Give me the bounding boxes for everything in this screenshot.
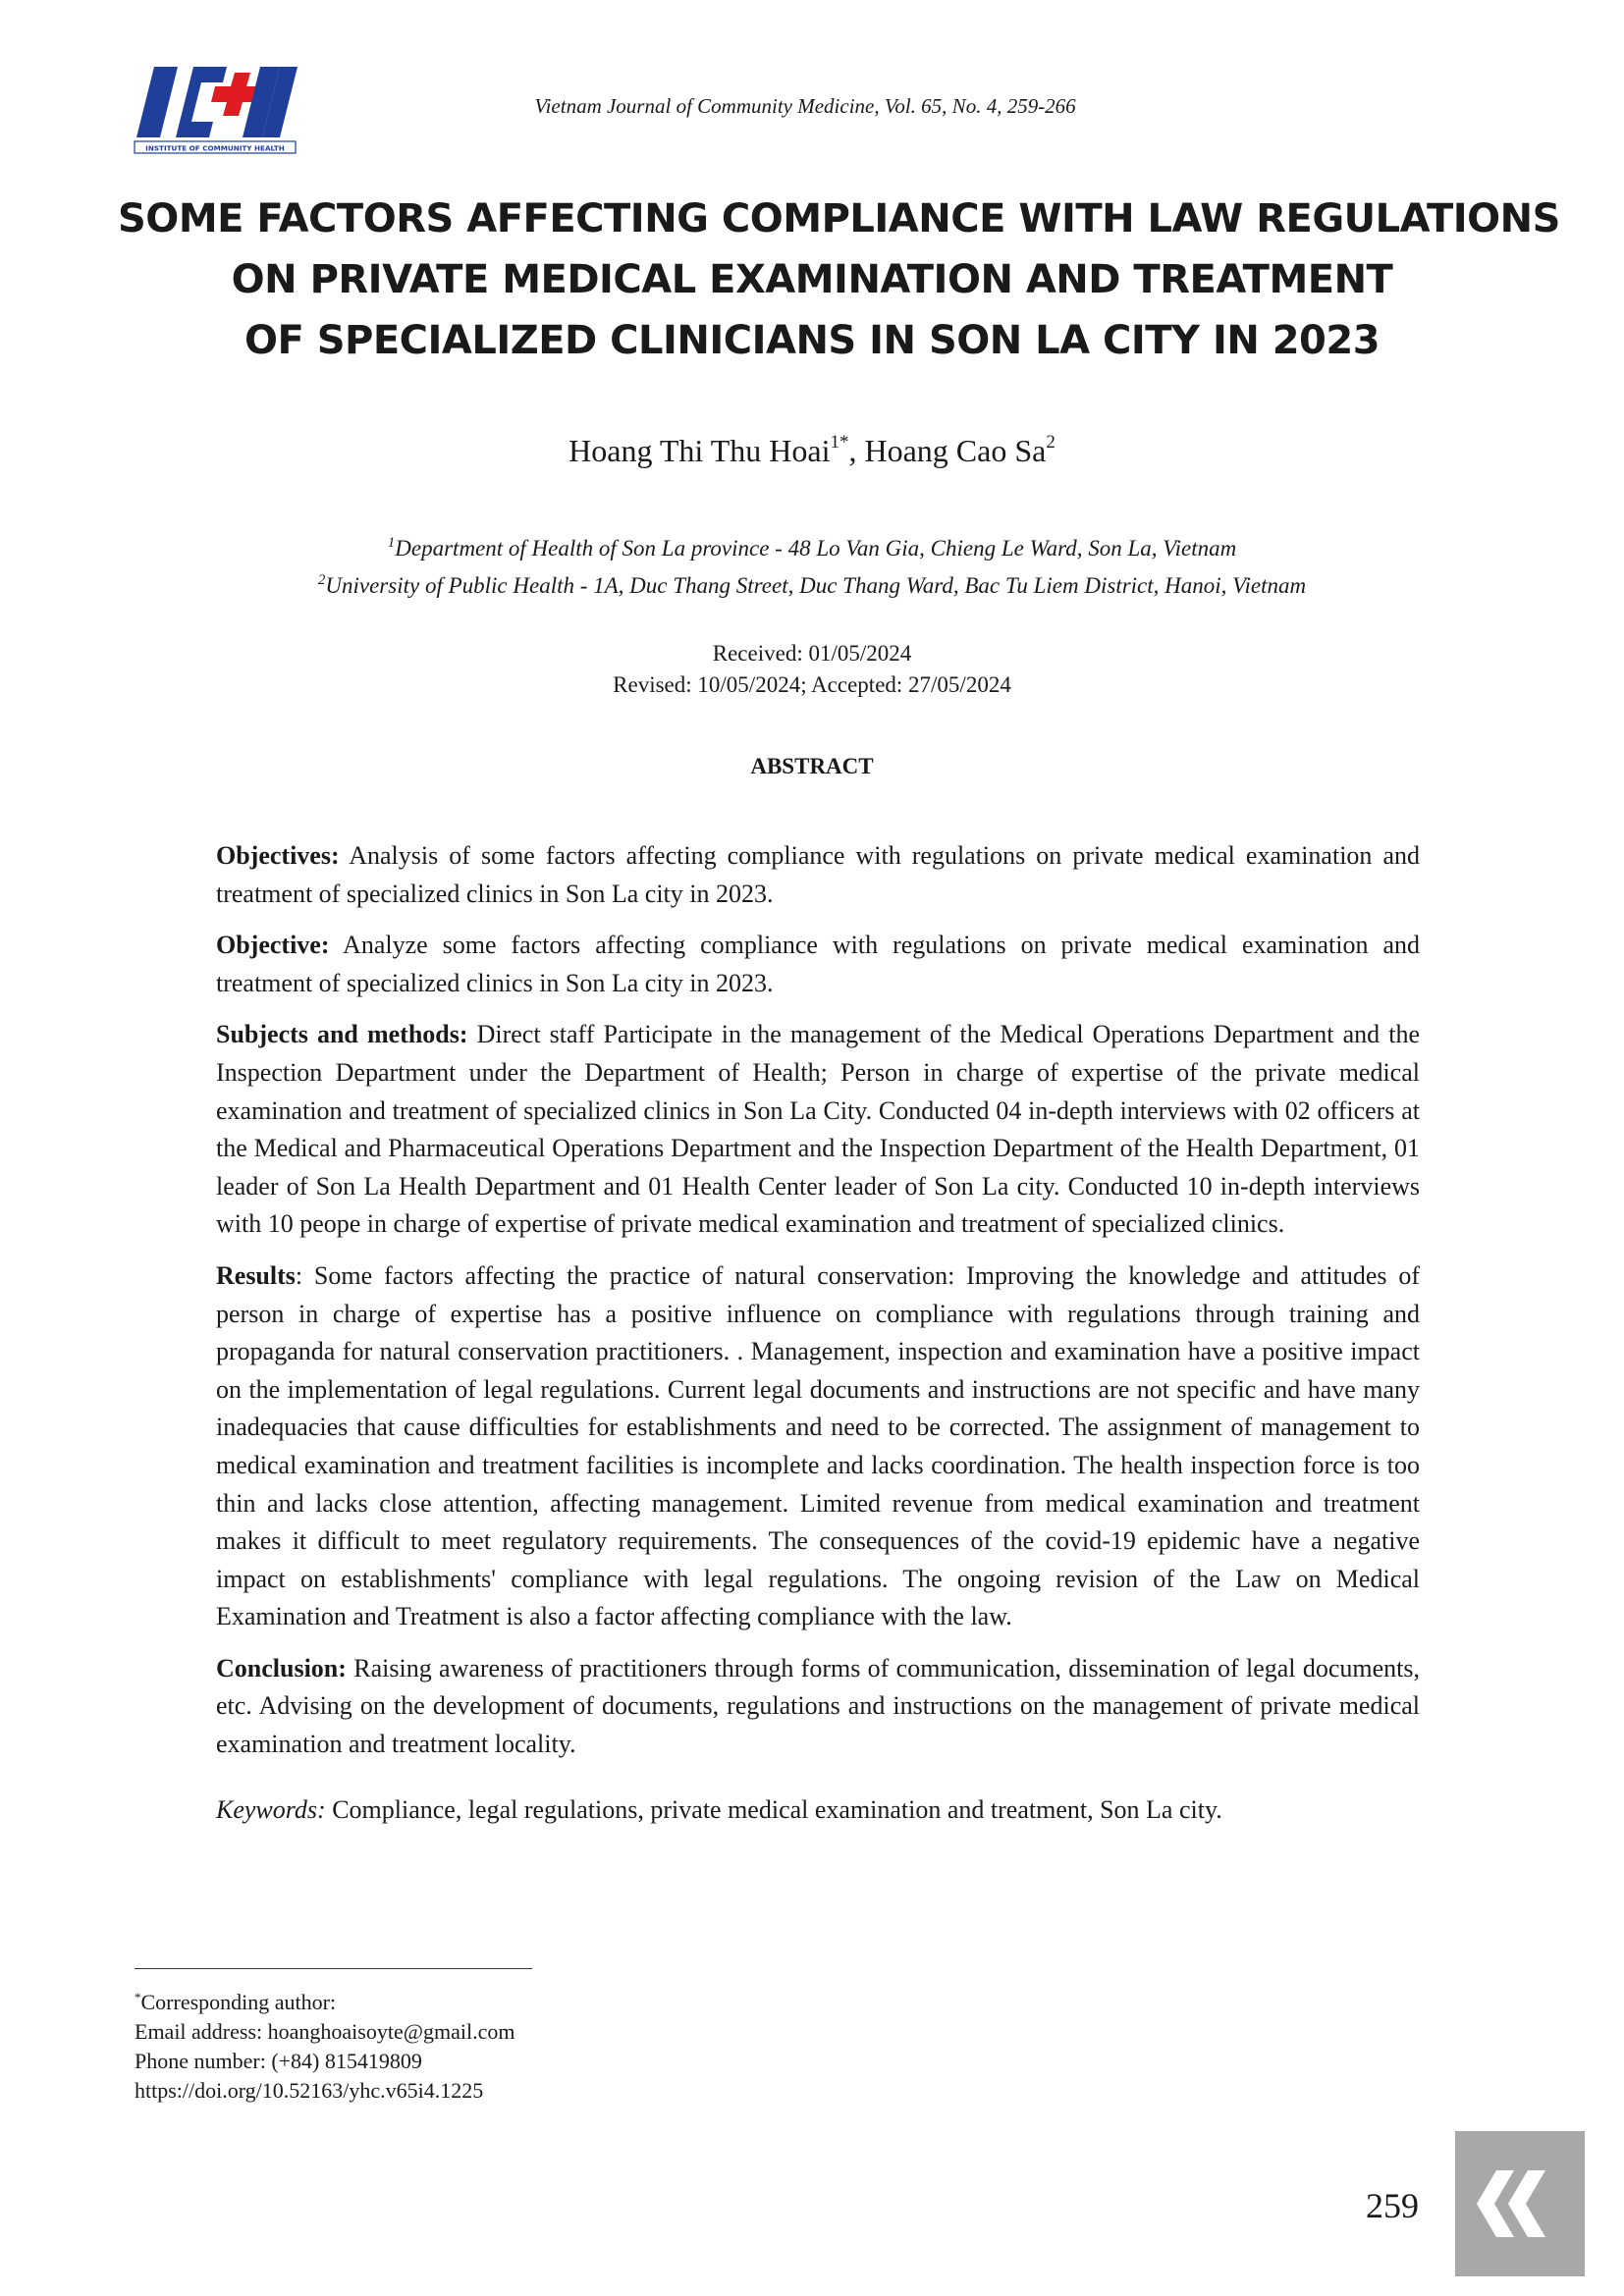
keywords-text: Compliance, legal regulations, private medical examination and treatment, Son La city. [325, 1794, 1222, 1824]
corresponding-label: Corresponding author: [140, 1990, 337, 2014]
abstract-keywords [216, 1791, 1420, 1830]
footnote-divider [135, 1968, 532, 1969]
footnote [135, 1983, 920, 2106]
abstract-body [216, 837, 1420, 1842]
objectives-text: Analysis of some factors affecting compliance with regulations on private medical examination and treatment of specialized clinics in Son La city in 2023. [216, 841, 1420, 908]
conclusion-text: Raising awareness of practitioners through forms of communication, dissemination of legal documents, etc. Advising on the development of documents, regulations and instructions on the management of private medical examination and treatment locality. [216, 1653, 1420, 1759]
footnote-mark: * [135, 1990, 141, 2004]
author-1: Hoang Thi Thu Hoai [568, 433, 831, 468]
conclusion-label: Conclusion: [216, 1653, 347, 1682]
journal-citation: Vietnam Journal of Community Medicine, Vol. 65, No. 4, 259-266 [534, 94, 1076, 118]
affiliation-2-mark: 2 [317, 572, 326, 588]
double-chevron-left-icon [1455, 2131, 1585, 2276]
title-line-2: ON PRIVATE MEDICAL EXAMINATION AND TREATMENT [231, 257, 1393, 302]
abstract-results [216, 1257, 1420, 1636]
methods-label: Subjects and methods: [216, 1020, 468, 1049]
affiliation-1 [137, 527, 1487, 564]
abstract-heading: ABSTRACT [750, 754, 874, 778]
results-label: Results [216, 1260, 296, 1290]
footnote-phone: Phone number: (+84) 815419809 [135, 2049, 422, 2073]
paper-title [118, 188, 1560, 371]
author-2: Hoang Cao Sa [864, 433, 1047, 468]
footnote-email: Email address: hoanghoaisoyte@gmail.com [135, 2019, 515, 2044]
methods-text: Direct staff Participate in the management of the Medical Operations Department and the Inspection Department under the Department of Health; Person in charge of expertise of the private medical examination and treatment of specialized clinics in Son La City. Conducted 04 in-depth interviews with 02 officers at the Medical and Pharmaceutical Operations Department and the Inspection Department of the Health Department, 01 leader of Son La Health Department and 01 Health Center leader of Son La city. Conducted 10 in-depth interviews with 10 peope in charge of expertise of private medical examination and treatment of specialized clinics. [216, 1020, 1420, 1239]
ich-logo-icon [133, 57, 298, 155]
author-separator: , [848, 433, 865, 468]
author-2-mark: 2 [1046, 432, 1056, 453]
results-text: : Some factors affecting the practice of natural conservation: Improving the knowledge and attitudes of person in charge of expertise has a positive influence on compliance with regulations through training and propaganda for natural conservation practitioners. . Management, inspection and examination have a positive impact on the implementation of legal regulations. Current legal documents and instructions are not specific and have many inadequacies that cause difficulties for establishments and need to be corrected. The assignment of management to medical examination and treatment facilities is incomplete and lacks coordination. The health inspection force is too thin and lacks close attention, affecting management. Limited revenue from medical examination and treatment makes it difficult to meet regulatory requirements. The consequences of the covid-19 epidemic have a negative impact on establishments' compliance with legal regulations. The ongoing revision of the Law on Medical Examination and Treatment is also a factor affecting compliance with the law. [216, 1260, 1420, 1631]
page-corner-tab [1455, 2131, 1585, 2276]
page-number: 259 [1366, 2186, 1419, 2225]
title-line-3: OF SPECIALIZED CLINICIANS IN SON LA CITY IN 2023 [244, 318, 1380, 363]
abstract-objective [216, 927, 1420, 1002]
received-date: Received: 01/05/2024 [712, 641, 912, 666]
objective-label: Objective: [216, 931, 330, 960]
affiliation-2-text: University of Public Health - 1A, Duc Thang Street, Duc Thang Ward, Bac Tu Liem District, Hanoi, Vietnam [325, 573, 1307, 598]
corresponding-author [135, 1983, 920, 2017]
revised-accepted-dates: Revised: 10/05/2024; Accepted: 27/05/2024 [613, 672, 1011, 697]
abstract-methods [216, 1016, 1420, 1244]
title-line-1: SOME FACTORS AFFECTING COMPLIANCE WITH LAW REGULATIONS [118, 196, 1560, 241]
abstract-conclusion [216, 1650, 1420, 1764]
article-dates [314, 638, 1310, 701]
objective-text: Analyze some factors affecting compliance with regulations on private medical examination and treatment of specialized clinics in Son La city in 2023. [216, 931, 1420, 997]
keywords-label: Keywords: [216, 1794, 326, 1824]
author-list [216, 432, 1408, 469]
affiliation-1-text: Department of Health of Son La province - 48 Lo Van Gia, Chieng Le Ward, Son La, Vietnam [395, 536, 1237, 561]
footnote-doi: https://doi.org/10.52163/yhc.v65i4.1225 [135, 2078, 484, 2103]
author-1-mark: 1* [830, 432, 849, 453]
abstract-objectives [216, 837, 1420, 913]
journal-logo [133, 57, 298, 155]
logo-caption: INSTITUTE OF COMMUNITY HEALTH [145, 143, 285, 153]
affiliations [137, 527, 1487, 602]
affiliation-1-mark: 1 [387, 535, 396, 551]
objectives-label: Objectives: [216, 841, 340, 870]
affiliation-2 [137, 564, 1487, 602]
